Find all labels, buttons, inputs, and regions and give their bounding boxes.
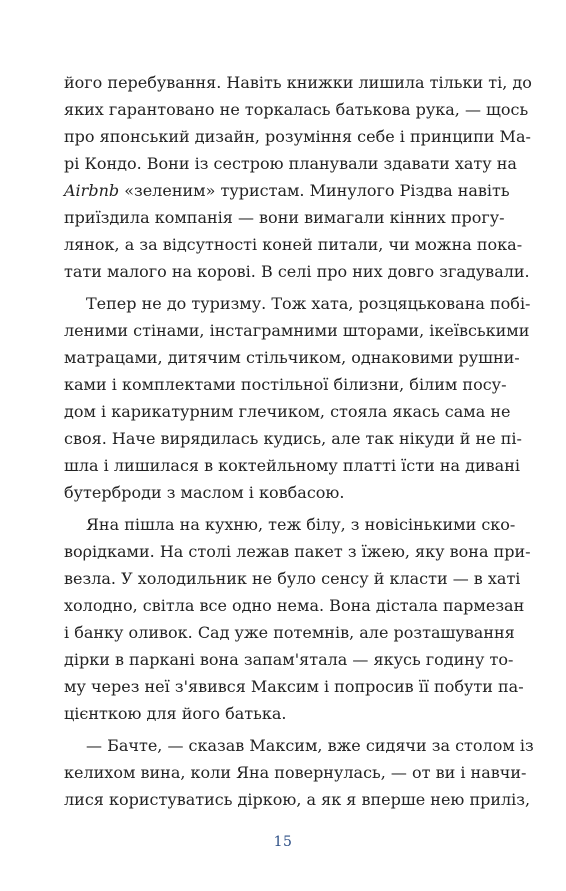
text-line: везла. У холодильник не було сенсу й класти — в хаті xyxy=(64,569,521,588)
text-line: про японський дизайн, розуміння себе і принципи Ма- xyxy=(64,127,531,146)
text-line: му через неї з'явився Максим і попросив її побути па- xyxy=(64,677,524,696)
text-line: лися користуватись діркою, а як я вперше нею приліз, xyxy=(64,790,531,809)
text-line: лянок, а за відсутності коней питали, чи можна пока- xyxy=(64,235,523,254)
paragraph-first-line: — Бачте, — сказав Максим, вже сидячи за столом із xyxy=(86,736,534,755)
text-line: і банку оливок. Сад уже потемнів, але розташування xyxy=(64,623,515,642)
text-line: Airbnb «зеленим» туристам. Минулого Різдва навіть xyxy=(64,181,510,200)
text-line: матрацами, дитячим стільчиком, однаковими рушни- xyxy=(64,348,520,367)
text-line: бутерброди з маслом і ковбасою. xyxy=(64,483,345,502)
paragraph-first-line: Яна пішла на кухню, теж білу, з новісінькими ско- xyxy=(86,515,516,534)
text-line: яких гарантовано не торкалась батькова рука, — щось xyxy=(64,100,529,119)
text-line: своя. Наче вирядилась кудись, але так нікуди й не пі- xyxy=(64,429,522,448)
text-line: келихом вина, коли Яна повернулась, — от ви і навчи- xyxy=(64,763,527,782)
text-line: дом і карикатурним глечиком, стояла якась сама не xyxy=(64,402,511,421)
text-line: дірки в паркані вона запам'ятала — якусь годину то- xyxy=(64,650,514,669)
page-number: 15 xyxy=(273,834,293,850)
text-line: приїздила компанія — вони вимагали кінних прогу- xyxy=(64,208,505,227)
text-line: холодно, світла все одно нема. Вона дістала пармезан xyxy=(64,596,525,615)
text-line: його перебування. Навіть книжки лишила тільки ті, до xyxy=(64,73,532,92)
italic-brand-name: Airbnb xyxy=(64,181,120,200)
text-line: тати малого на корові. В селі про них довго згадували. xyxy=(64,262,530,281)
text-line: леними стінами, інстаграмними шторами, ікеївськими xyxy=(64,321,530,340)
paragraph-first-line: Тепер не до туризму. Тож хата, розцяцькована побі- xyxy=(86,294,531,313)
text-line: шла і лишилася в коктейльному платті їсти на дивані xyxy=(64,456,520,475)
text-line: вορідками. На столі лежав пакет з їжею, яку вона при- xyxy=(64,542,531,561)
text-line: цієнткою для його батька. xyxy=(64,704,287,723)
text-line: рі Кондо. Вони із сестрою планували здавати хату на xyxy=(64,154,517,173)
text-line: ками і комплектами постільної білизни, білим посу- xyxy=(64,375,507,394)
